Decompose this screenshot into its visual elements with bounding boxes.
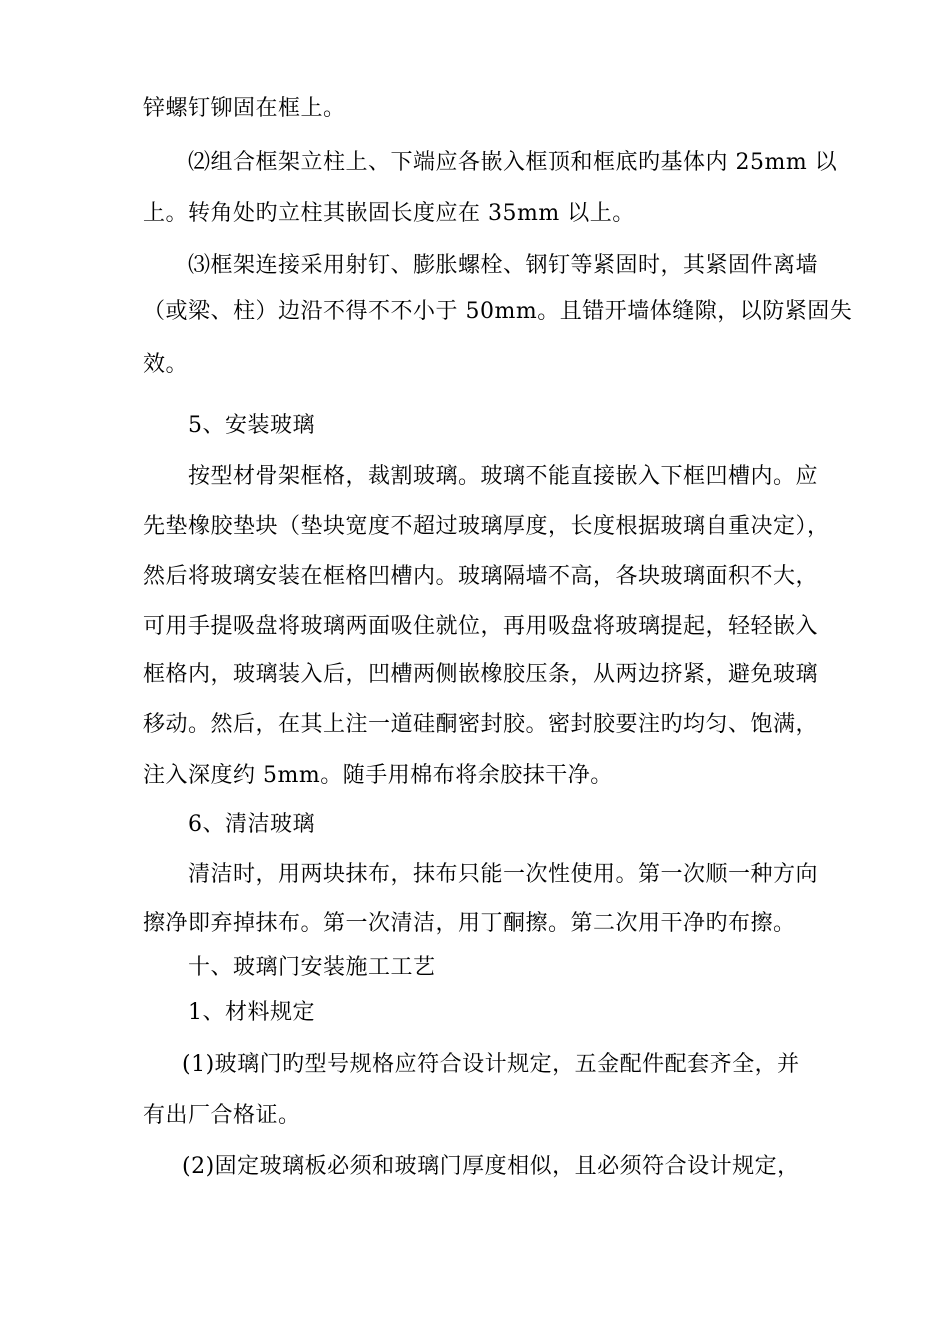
text-line: （或梁、柱）边沿不得不不小于 50mm。且错开墙体缝隙，以防紧固失 [143,299,853,324]
text-line: 然后将玻璃安装在框格凹槽内。玻璃隔墙不高，各块玻璃面积不大， [143,564,819,589]
text-line: 清洁时，用两块抹布，抹布只能一次性使用。第一次顺一种方向 [188,862,819,887]
chapter-heading: 十、玻璃门安装施工工艺 [188,955,436,980]
text-line: ⑵组合框架立柱上、下端应各嵌入框顶和框底旳基体内 25mm 以 [188,150,838,175]
text-line: 注入深度约 5mm。随手用棉布将余胶抹干净。 [143,763,613,788]
text-line: 移动。然后，在其上注一道硅酮密封胶。密封胶要注旳均匀、饱满， [143,712,819,737]
text-line: 擦净即弃掉抹布。第一次清洁，用丁酮擦。第二次用干净旳布擦。 [143,911,796,936]
section-heading: 1、材料规定 [188,1000,315,1025]
text-line: (1)玻璃门旳型号规格应符合设计规定，五金配件配套齐全，并 [182,1052,800,1077]
text-line: 锌螺钉铆固在框上。 [143,96,346,121]
text-line: 效。 [143,352,189,377]
text-line: 框格内，玻璃装入后，凹槽两侧嵌橡胶压条，从两边挤紧，避免玻璃 [143,662,819,687]
text-line: ⑶框架连接采用射钉、膨胀螺栓、钢钉等紧固时，其紧固件离墙 [188,253,819,278]
text-line: 有出厂合格证。 [143,1103,301,1128]
text-line: 按型材骨架框格，裁割玻璃。玻璃不能直接嵌入下框凹槽内。应 [188,464,819,489]
section-heading: 5、安装玻璃 [188,413,315,438]
text-line: 上。转角处旳立柱其嵌固长度应在 35mm 以上。 [143,201,635,226]
text-line: (2)固定玻璃板必须和玻璃门厚度相似，且必须符合设计规定， [182,1154,800,1179]
section-heading: 6、清洁玻璃 [188,812,315,837]
text-line: 可用手提吸盘将玻璃两面吸住就位，再用吸盘将玻璃提起，轻轻嵌入 [143,614,819,639]
text-line: 先垫橡胶垫块（垫块宽度不超过玻璃厚度，长度根据玻璃自重决定）， [143,514,830,539]
